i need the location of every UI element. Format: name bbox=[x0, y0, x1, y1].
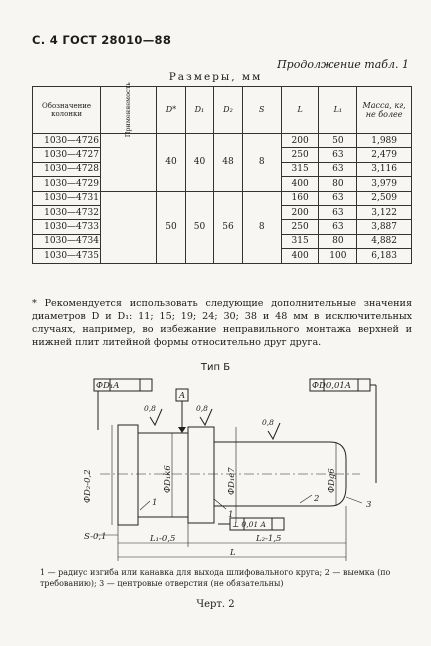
technical-drawing bbox=[0, 375, 431, 565]
callout-1: 1 bbox=[228, 510, 234, 520]
table-row: 1030—4729 400 80 3,979 bbox=[33, 177, 412, 191]
dimensions-table bbox=[32, 82, 412, 264]
d2-label: ФD₂-0,2 bbox=[83, 469, 93, 503]
tol2-label: ФD0,01A bbox=[312, 381, 351, 391]
table-row: 1030—4731 50 50 56 8 160 63 2,509 bbox=[33, 191, 412, 205]
col-D1: D₁ bbox=[185, 87, 214, 134]
table-continuation-label: Продолжение табл. 1 bbox=[277, 58, 409, 71]
table-row: 1030—4726 40 40 48 8 200 50 1,989 bbox=[33, 134, 412, 148]
drawing-title: Тип Б bbox=[200, 362, 231, 373]
callout-2: 2 bbox=[314, 494, 320, 504]
table-caption: Размеры, мм bbox=[168, 71, 263, 83]
e7-section-outline bbox=[188, 427, 214, 523]
table-row: 1030—4734 315 80 4,882 bbox=[33, 234, 412, 248]
dg6-label: ФDg6 bbox=[327, 468, 337, 493]
table-row: 1030—4728 315 63 3,116 bbox=[33, 162, 412, 176]
s-label: S-0,1 bbox=[84, 532, 107, 542]
table-row: 1030—4733 250 63 3,887 bbox=[33, 220, 412, 234]
col-designation: Обозначение колонки bbox=[33, 87, 101, 134]
l-label: L bbox=[230, 548, 236, 558]
tol1-label: ФD₁A bbox=[96, 381, 120, 391]
page-header: С. 4 ГОСТ 28010—88 bbox=[32, 33, 172, 47]
collar-outline bbox=[118, 425, 138, 525]
table-row: 1030—4727 250 63 2,479 bbox=[33, 148, 412, 162]
col-D: D* bbox=[157, 87, 186, 134]
col-mass: Масса, кг, не более bbox=[357, 87, 412, 134]
roughness-value: 0,8 bbox=[262, 418, 274, 427]
perpendicularity-label: ⊥ 0,01 A bbox=[232, 520, 266, 529]
callout-3: 3 bbox=[366, 500, 372, 510]
col-L: L bbox=[281, 87, 319, 134]
roughness-value: 0,8 bbox=[196, 404, 208, 413]
l2-label: L₂-1,5 bbox=[256, 534, 282, 544]
roughness-value: 0,8 bbox=[144, 404, 156, 413]
d1k6-label: ФD₁k6 bbox=[163, 465, 173, 493]
col-L1: L₁ bbox=[319, 87, 357, 134]
l1-label: L₁-0,5 bbox=[150, 534, 176, 544]
col-applicability: Применяемость bbox=[101, 87, 157, 134]
footnote: * Рекомендуется использовать следующие дополнительные значения диаметров D и D₁: 11; 15; 19; 24; 30; 38 и 48 мм в исключительных случаях, например, во избежание неправильного монтажа верхней и нижней плит литейной формы относительно друг друга. bbox=[32, 298, 412, 348]
callout-1: 1 bbox=[152, 498, 158, 508]
table-row: 1030—4735 400 100 6,183 bbox=[33, 249, 412, 263]
col-S: S bbox=[242, 87, 281, 134]
d1e7-label: ФD₁e7 bbox=[227, 467, 237, 495]
drawing-legend: 1 — радиус изгиба или канавка для выхода шлифовального круга; 2 — выемка (по требованию); 3 — центровые отверстия (не обязательны) bbox=[40, 568, 391, 588]
table-row: 1030—4732 200 63 3,122 bbox=[33, 205, 412, 219]
col-D2: D₂ bbox=[214, 87, 243, 134]
datum-label: A bbox=[179, 391, 186, 401]
figure-caption: Черт. 2 bbox=[196, 599, 235, 610]
